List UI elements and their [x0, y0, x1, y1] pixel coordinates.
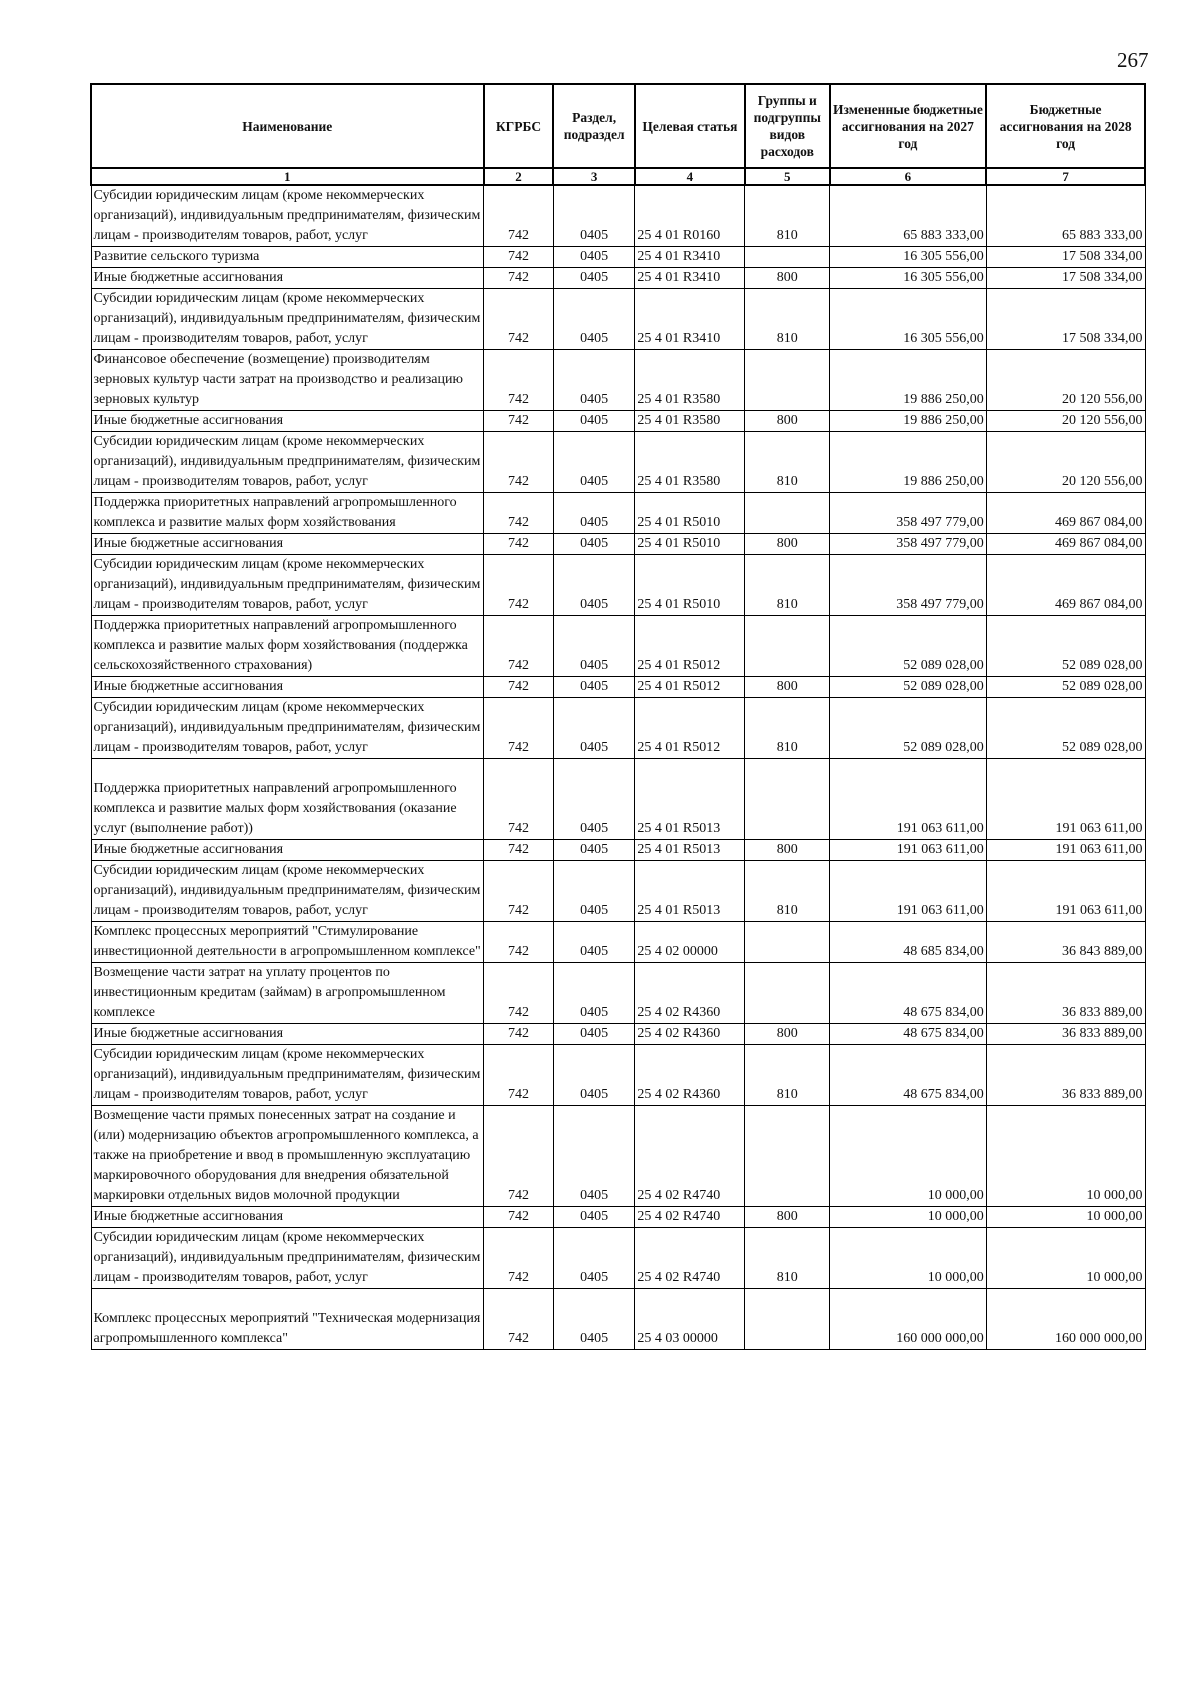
table-row: [91, 411, 1145, 432]
row-amount-2027: 10 000,00: [830, 1207, 987, 1228]
table-row: [91, 493, 1145, 534]
row-amount-2028: 10 000,00: [986, 1228, 1145, 1289]
row-expense-group: 800: [745, 840, 830, 861]
row-name: Иные бюджетные ассигнования: [91, 411, 484, 432]
row-article: 25 4 01 R3410: [635, 289, 745, 350]
row-expense-group: [745, 350, 830, 411]
row-amount-2027: 52 089 028,00: [830, 698, 987, 759]
budget-table: [90, 83, 1146, 1350]
row-kgrbs: 742: [484, 1289, 554, 1350]
header-section: Раздел, подраздел: [553, 84, 634, 168]
table-row: [91, 555, 1145, 616]
row-name: Иные бюджетные ассигнования: [91, 1207, 484, 1228]
row-name: Субсидии юридическим лицам (кроме некоммерческих организаций), индивидуальным предпринимателям, физическим лицам - производителям товаров, работ, услуг: [91, 555, 484, 616]
table-row: [91, 534, 1145, 555]
row-kgrbs: 742: [484, 840, 554, 861]
row-section: 0405: [553, 268, 634, 289]
row-kgrbs: 742: [484, 759, 554, 840]
row-section: 0405: [553, 555, 634, 616]
row-amount-2028: 17 508 334,00: [986, 247, 1145, 268]
row-name: Развитие сельского туризма: [91, 247, 484, 268]
row-section: 0405: [553, 534, 634, 555]
row-expense-group: 800: [745, 677, 830, 698]
column-number-row: [91, 168, 1145, 185]
row-kgrbs: 742: [484, 185, 554, 247]
row-section: 0405: [553, 963, 634, 1024]
row-amount-2027: 16 305 556,00: [830, 289, 987, 350]
table-row: [91, 840, 1145, 861]
row-kgrbs: 742: [484, 1045, 554, 1106]
row-amount-2028: 191 063 611,00: [986, 861, 1145, 922]
row-amount-2028: 17 508 334,00: [986, 289, 1145, 350]
header-2027: Измененные бюджетные ассигнования на 2027 год: [830, 84, 987, 168]
row-article: 25 4 03 00000: [635, 1289, 745, 1350]
row-amount-2028: 52 089 028,00: [986, 698, 1145, 759]
table-row: [91, 350, 1145, 411]
row-kgrbs: 742: [484, 350, 554, 411]
row-name: Комплекс процессных мероприятий "Техническая модернизация агропромышленного комплекса": [91, 1289, 484, 1350]
table-row: [91, 185, 1145, 247]
row-kgrbs: 742: [484, 1228, 554, 1289]
row-section: 0405: [553, 247, 634, 268]
row-section: 0405: [553, 1207, 634, 1228]
row-amount-2027: 16 305 556,00: [830, 268, 987, 289]
row-expense-group: [745, 493, 830, 534]
table-row: [91, 616, 1145, 677]
row-expense-group: 800: [745, 1207, 830, 1228]
row-kgrbs: 742: [484, 555, 554, 616]
row-amount-2028: 20 120 556,00: [986, 350, 1145, 411]
row-section: 0405: [553, 1045, 634, 1106]
row-expense-group: 800: [745, 411, 830, 432]
row-article: 25 4 01 R5012: [635, 616, 745, 677]
row-kgrbs: 742: [484, 1024, 554, 1045]
row-kgrbs: 742: [484, 1106, 554, 1207]
row-name: Иные бюджетные ассигнования: [91, 840, 484, 861]
row-expense-group: [745, 1289, 830, 1350]
row-kgrbs: 742: [484, 1207, 554, 1228]
row-kgrbs: 742: [484, 861, 554, 922]
column-number: 1: [91, 168, 484, 185]
row-amount-2027: 358 497 779,00: [830, 534, 987, 555]
row-name: Поддержка приоритетных направлений агропромышленного комплекса и развитие малых форм хозяйствования (поддержка сельскохозяйственного страхования): [91, 616, 484, 677]
row-amount-2028: 36 833 889,00: [986, 963, 1145, 1024]
row-name: Субсидии юридическим лицам (кроме некоммерческих организаций), индивидуальным предпринимателям, физическим лицам - производителям товаров, работ, услуг: [91, 1228, 484, 1289]
row-amount-2027: 48 675 834,00: [830, 963, 987, 1024]
row-name: Иные бюджетные ассигнования: [91, 268, 484, 289]
row-section: 0405: [553, 411, 634, 432]
column-number: 3: [553, 168, 634, 185]
row-section: 0405: [553, 1024, 634, 1045]
row-amount-2027: 52 089 028,00: [830, 677, 987, 698]
table-header-row: [91, 84, 1145, 168]
table-row: [91, 247, 1145, 268]
row-article: 25 4 01 R3410: [635, 247, 745, 268]
row-amount-2028: 36 843 889,00: [986, 922, 1145, 963]
row-kgrbs: 742: [484, 922, 554, 963]
page-number: 267: [1117, 48, 1149, 72]
row-name: Субсидии юридическим лицам (кроме некоммерческих организаций), индивидуальным предпринимателям, физическим лицам - производителям товаров, работ, услуг: [91, 861, 484, 922]
row-amount-2028: 20 120 556,00: [986, 432, 1145, 493]
table-row: [91, 1106, 1145, 1207]
row-name: Иные бюджетные ассигнования: [91, 677, 484, 698]
row-amount-2028: 469 867 084,00: [986, 534, 1145, 555]
table-row: [91, 922, 1145, 963]
row-name: Поддержка приоритетных направлений агропромышленного комплекса и развитие малых форм хозяйствования (оказание услуг (выполнение работ)): [91, 759, 484, 840]
row-article: 25 4 02 R4740: [635, 1207, 745, 1228]
row-article: 25 4 01 R5013: [635, 759, 745, 840]
row-name: Субсидии юридическим лицам (кроме некоммерческих организаций), индивидуальным предпринимателям, физическим лицам - производителям товаров, работ, услуг: [91, 432, 484, 493]
row-kgrbs: 742: [484, 677, 554, 698]
row-expense-group: [745, 247, 830, 268]
table-row: [91, 677, 1145, 698]
row-section: 0405: [553, 698, 634, 759]
row-expense-group: 810: [745, 698, 830, 759]
header-article: Целевая статья: [635, 84, 745, 168]
row-name: Субсидии юридическим лицам (кроме некоммерческих организаций), индивидуальным предпринимателям, физическим лицам - производителям товаров, работ, услуг: [91, 289, 484, 350]
row-kgrbs: 742: [484, 432, 554, 493]
table-row: [91, 268, 1145, 289]
row-amount-2028: 10 000,00: [986, 1207, 1145, 1228]
row-article: 25 4 01 R3580: [635, 350, 745, 411]
row-article: 25 4 01 R5013: [635, 861, 745, 922]
table-row: [91, 698, 1145, 759]
row-article: 25 4 01 R5010: [635, 555, 745, 616]
row-expense-group: 810: [745, 555, 830, 616]
row-expense-group: 810: [745, 1228, 830, 1289]
row-amount-2027: 16 305 556,00: [830, 247, 987, 268]
row-section: 0405: [553, 759, 634, 840]
row-amount-2028: 20 120 556,00: [986, 411, 1145, 432]
table-row: [91, 963, 1145, 1024]
row-amount-2027: 191 063 611,00: [830, 759, 987, 840]
row-section: 0405: [553, 922, 634, 963]
column-number: 5: [745, 168, 830, 185]
table-row: [91, 432, 1145, 493]
row-expense-group: 810: [745, 289, 830, 350]
row-name: Финансовое обеспечение (возмещение) производителям зерновых культур части затрат на производство и реализацию зерновых культур: [91, 350, 484, 411]
row-article: 25 4 01 R5012: [635, 677, 745, 698]
row-name: Комплекс процессных мероприятий "Стимулирование инвестиционной деятельности в агропромышленном комплексе": [91, 922, 484, 963]
row-article: 25 4 02 R4360: [635, 963, 745, 1024]
row-name: Иные бюджетные ассигнования: [91, 534, 484, 555]
row-amount-2027: 19 886 250,00: [830, 432, 987, 493]
row-article: 25 4 01 R5010: [635, 493, 745, 534]
row-amount-2028: 191 063 611,00: [986, 840, 1145, 861]
row-amount-2027: 65 883 333,00: [830, 185, 987, 247]
row-section: 0405: [553, 350, 634, 411]
column-number: 6: [830, 168, 987, 185]
row-kgrbs: 742: [484, 616, 554, 677]
column-number: 4: [635, 168, 745, 185]
row-amount-2027: 358 497 779,00: [830, 555, 987, 616]
row-amount-2027: 52 089 028,00: [830, 616, 987, 677]
row-section: 0405: [553, 677, 634, 698]
row-expense-group: [745, 922, 830, 963]
row-name: Субсидии юридическим лицам (кроме некоммерческих организаций), индивидуальным предпринимателям, физическим лицам - производителям товаров, работ, услуг: [91, 1045, 484, 1106]
row-amount-2028: 160 000 000,00: [986, 1289, 1145, 1350]
row-article: 25 4 01 R5013: [635, 840, 745, 861]
row-amount-2027: 160 000 000,00: [830, 1289, 987, 1350]
row-amount-2027: 191 063 611,00: [830, 840, 987, 861]
row-expense-group: 800: [745, 268, 830, 289]
row-amount-2028: 65 883 333,00: [986, 185, 1145, 247]
row-article: 25 4 02 R4360: [635, 1045, 745, 1106]
row-article: 25 4 02 R4740: [635, 1228, 745, 1289]
row-expense-group: 800: [745, 1024, 830, 1045]
table-row: [91, 1207, 1145, 1228]
row-amount-2028: 469 867 084,00: [986, 493, 1145, 534]
table-row: [91, 1045, 1145, 1106]
row-amount-2028: 191 063 611,00: [986, 759, 1145, 840]
row-section: 0405: [553, 289, 634, 350]
row-name: Иные бюджетные ассигнования: [91, 1024, 484, 1045]
row-expense-group: 800: [745, 534, 830, 555]
row-amount-2027: 358 497 779,00: [830, 493, 987, 534]
row-kgrbs: 742: [484, 963, 554, 1024]
table-row: [91, 1289, 1145, 1350]
row-amount-2028: 469 867 084,00: [986, 555, 1145, 616]
row-amount-2028: 36 833 889,00: [986, 1024, 1145, 1045]
table-row: [91, 1024, 1145, 1045]
row-expense-group: 810: [745, 185, 830, 247]
row-section: 0405: [553, 185, 634, 247]
column-number: 7: [986, 168, 1145, 185]
row-article: 25 4 02 R4740: [635, 1106, 745, 1207]
header-name: Наименование: [91, 84, 484, 168]
table-row: [91, 861, 1145, 922]
table-row: [91, 759, 1145, 840]
row-article: 25 4 01 R0160: [635, 185, 745, 247]
row-kgrbs: 742: [484, 268, 554, 289]
row-section: 0405: [553, 432, 634, 493]
row-amount-2027: 48 675 834,00: [830, 1045, 987, 1106]
row-amount-2028: 52 089 028,00: [986, 616, 1145, 677]
row-amount-2027: 19 886 250,00: [830, 350, 987, 411]
table-body: [91, 185, 1145, 1350]
row-amount-2027: 48 675 834,00: [830, 1024, 987, 1045]
row-section: 0405: [553, 861, 634, 922]
header-expense-group: Группы и подгруппы видов расходов: [745, 84, 830, 168]
row-amount-2027: 48 685 834,00: [830, 922, 987, 963]
row-section: 0405: [553, 1228, 634, 1289]
row-expense-group: 810: [745, 861, 830, 922]
row-section: 0405: [553, 1106, 634, 1207]
row-kgrbs: 742: [484, 411, 554, 432]
row-kgrbs: 742: [484, 698, 554, 759]
row-amount-2027: 10 000,00: [830, 1106, 987, 1207]
row-article: 25 4 02 00000: [635, 922, 745, 963]
row-section: 0405: [553, 840, 634, 861]
row-kgrbs: 742: [484, 289, 554, 350]
row-section: 0405: [553, 493, 634, 534]
row-expense-group: [745, 616, 830, 677]
row-article: 25 4 01 R3580: [635, 432, 745, 493]
row-article: 25 4 01 R3580: [635, 411, 745, 432]
table-row: [91, 1228, 1145, 1289]
row-amount-2028: 17 508 334,00: [986, 268, 1145, 289]
row-name: Субсидии юридическим лицам (кроме некоммерческих организаций), индивидуальным предпринимателям, физическим лицам - производителям товаров, работ, услуг: [91, 185, 484, 247]
row-amount-2027: 191 063 611,00: [830, 861, 987, 922]
row-article: 25 4 02 R4360: [635, 1024, 745, 1045]
row-name: Субсидии юридическим лицам (кроме некоммерческих организаций), индивидуальным предпринимателям, физическим лицам - производителям товаров, работ, услуг: [91, 698, 484, 759]
row-section: 0405: [553, 616, 634, 677]
row-expense-group: 810: [745, 432, 830, 493]
row-article: 25 4 01 R3410: [635, 268, 745, 289]
header-2028: Бюджетные ассигнования на 2028 год: [986, 84, 1145, 168]
table-row: [91, 289, 1145, 350]
row-section: 0405: [553, 1289, 634, 1350]
row-amount-2028: 36 833 889,00: [986, 1045, 1145, 1106]
row-amount-2028: 10 000,00: [986, 1106, 1145, 1207]
row-kgrbs: 742: [484, 493, 554, 534]
row-article: 25 4 01 R5010: [635, 534, 745, 555]
column-number: 2: [484, 168, 554, 185]
row-expense-group: [745, 1106, 830, 1207]
row-kgrbs: 742: [484, 534, 554, 555]
header-kgrbs: КГРБС: [484, 84, 554, 168]
row-article: 25 4 01 R5012: [635, 698, 745, 759]
row-expense-group: [745, 963, 830, 1024]
row-amount-2027: 10 000,00: [830, 1228, 987, 1289]
row-name: Поддержка приоритетных направлений агропромышленного комплекса и развитие малых форм хозяйствования: [91, 493, 484, 534]
row-kgrbs: 742: [484, 247, 554, 268]
row-name: Возмещение части затрат на уплату процентов по инвестиционным кредитам (займам) в агропромышленном комплексе: [91, 963, 484, 1024]
row-expense-group: 810: [745, 1045, 830, 1106]
row-amount-2027: 19 886 250,00: [830, 411, 987, 432]
row-name: Возмещение части прямых понесенных затрат на создание и (или) модернизацию объектов агропромышленного комплекса, а также на приобретение и ввод в промышленную эксплуатацию маркировочного оборудования для внедрения обязательной маркировки отдельных видов молочной продукции: [91, 1106, 484, 1207]
row-expense-group: [745, 759, 830, 840]
row-amount-2028: 52 089 028,00: [986, 677, 1145, 698]
